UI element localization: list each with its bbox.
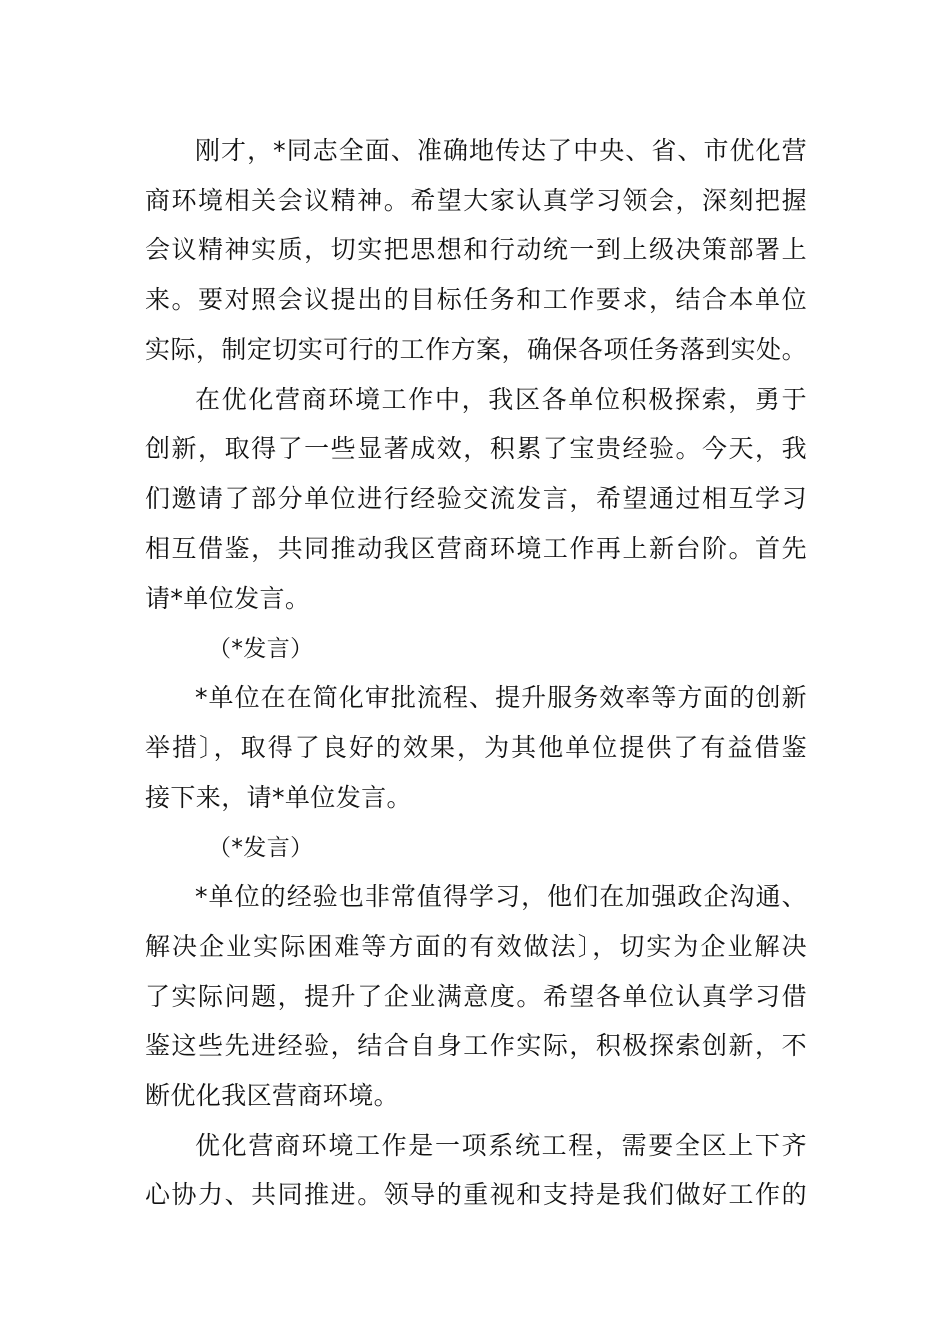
paragraph-3-line-1: *单位在在简化审批流程、提升服务效率等方面的创新: [195, 683, 807, 712]
paragraph-2-line-2: 创新，取得了一些显著成效，积累了宝贵经验。今天，我: [145, 434, 807, 463]
paragraph-4-line-1: *单位的经验也非常值得学习，他们在加强政企沟通、: [195, 882, 807, 911]
paragraph-1-line-1: 刚才，*同志全面、准确地传达了中央、省、市优化营: [195, 136, 807, 165]
paragraph-3-line-3: 接下来，请*单位发言。: [145, 783, 412, 812]
paragraph-1-line-5: 实际，制定切实可行的工作方案，确保各项任务落到实处。: [145, 335, 807, 364]
paragraph-5-line-2: 心协力、共同推进。领导的重视和支持是我们做好工作的: [145, 1180, 807, 1209]
paragraph-2-line-4: 相互借鉴，共同推动我区营商环境工作再上新台阶。首先: [145, 534, 807, 563]
paragraph-5-line-1: 优化营商环境工作是一项系统工程，需要全区上下齐: [195, 1131, 807, 1160]
paragraph-4-line-3: 了实际问题，提升了企业满意度。希望各单位认真学习借: [145, 982, 807, 1011]
paragraph-2-line-1: 在优化营商环境工作中，我区各单位积极探索，勇于: [195, 385, 807, 414]
speech-marker-1: （*发言）: [208, 636, 314, 662]
paragraph-1-line-3: 会议精神实质，切实把思想和行动统一到上级决策部署上: [145, 235, 807, 264]
paragraph-1-line-2: 商环境相关会议精神。希望大家认真学习领会，深刻把握: [145, 186, 807, 215]
paragraph-1-line-4: 来。要对照会议提出的目标任务和工作要求，结合本单位: [145, 285, 807, 314]
paragraph-4-line-5: 断优化我区营商环境。: [145, 1081, 400, 1110]
speech-marker-2: （*发言）: [208, 835, 314, 861]
paragraph-2-line-5: 请*单位发言。: [145, 584, 311, 613]
paragraph-4-line-2: 解决企业实际困难等方面的有效做法〕，切实为企业解决: [145, 932, 807, 961]
paragraph-3-line-2: 举措〕，取得了良好的效果，为其他单位提供了有益借鉴: [145, 733, 807, 762]
paragraph-4-line-4: 鉴这些先进经验，结合自身工作实际，积极探索创新，不: [145, 1031, 807, 1060]
paragraph-2-line-3: 们邀请了部分单位进行经验交流发言，希望通过相互学习: [145, 484, 807, 513]
